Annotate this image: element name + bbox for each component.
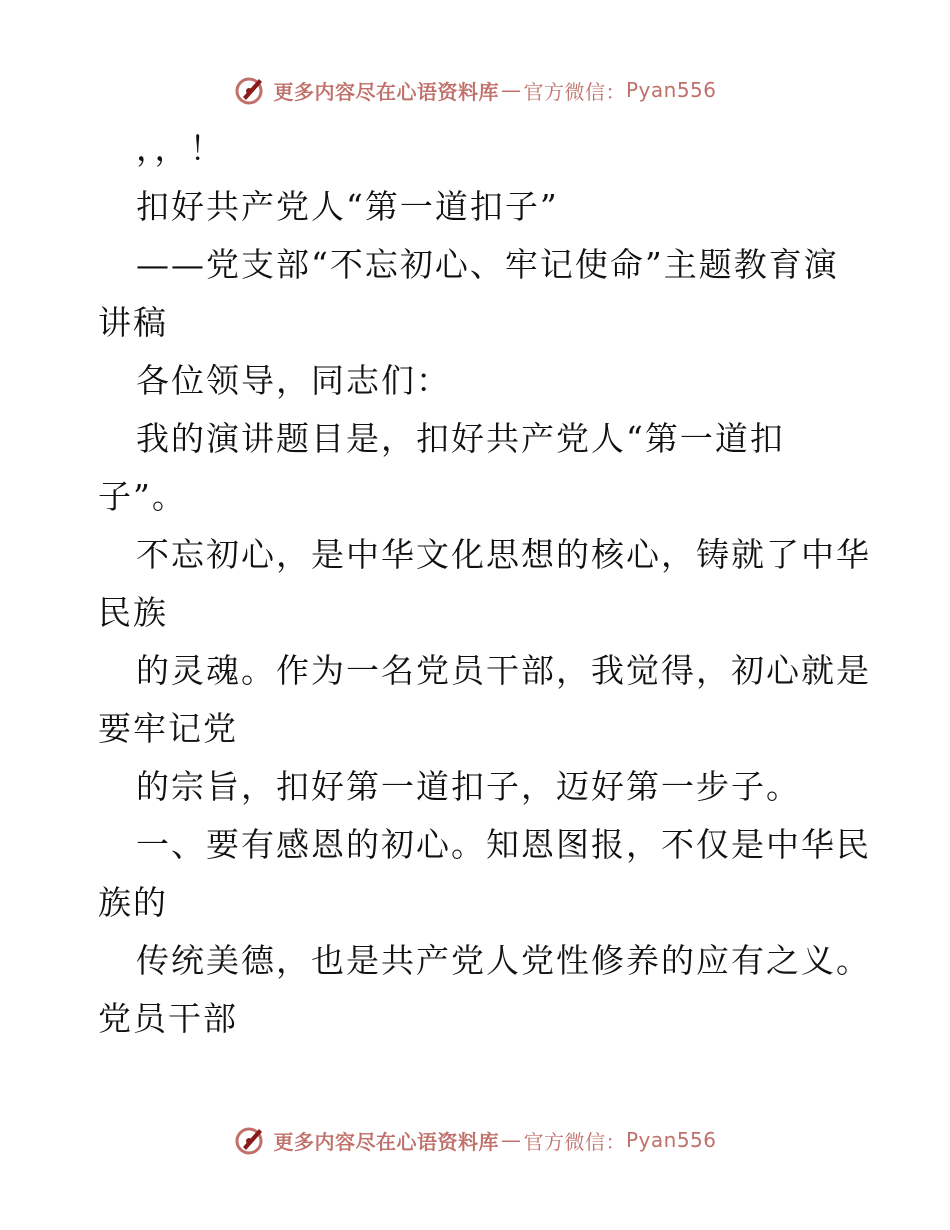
text-line: ——党支部“不忘初心、牢记使命”主题教育演 — [136, 245, 839, 284]
text-line: 传统美德，也是共产党人党性修养的应有之义。 — [136, 941, 871, 980]
watermark-wechat-id: Pyan556 — [625, 78, 717, 102]
document-body — [98, 120, 871, 1048]
text-line: 党员干部 — [98, 999, 238, 1038]
watermark-site-text: 更多内容尽在心语资料库 — [273, 79, 499, 104]
text-line: 一、要有感恩的初心。知恩图报，不仅是中华民 — [136, 825, 871, 864]
text-line: 讲稿 — [98, 303, 168, 342]
header-watermark — [0, 70, 950, 110]
watermark-label: 官方微信： — [523, 1129, 626, 1154]
watermark-site-text: 更多内容尽在心语资料库 — [273, 1129, 499, 1154]
text-line: 的灵魂。作为一名党员干部，我觉得，初心就是 — [136, 651, 871, 690]
text-line: 扣好共产党人“第一道扣子” — [136, 187, 559, 226]
text-line: 的宗旨，扣好第一道扣子，迈好第一步子。 — [136, 767, 801, 806]
text-line: 族的 — [98, 883, 168, 922]
text-line: 要牢记党 — [98, 709, 238, 748]
watermark-label: 官方微信： — [523, 79, 626, 104]
watermark-separator: — — [500, 78, 522, 102]
text-line: 我的演讲题目是，扣好共产党人“第一道扣 — [136, 419, 785, 458]
pen-logo-icon — [233, 1123, 267, 1157]
footer-watermark — [0, 1120, 950, 1160]
watermark-separator: — — [500, 1128, 522, 1152]
text-line: 各位领导，同志们： — [136, 361, 451, 400]
text-line: 不忘初心，是中华文化思想的核心，铸就了中华 — [136, 535, 871, 574]
text-line: 民族 — [98, 593, 168, 632]
text-line: 子”。 — [98, 477, 187, 516]
watermark-wechat-id: Pyan556 — [625, 1128, 717, 1152]
pen-logo-icon — [233, 73, 267, 107]
text-line: ，，！ — [136, 129, 225, 168]
